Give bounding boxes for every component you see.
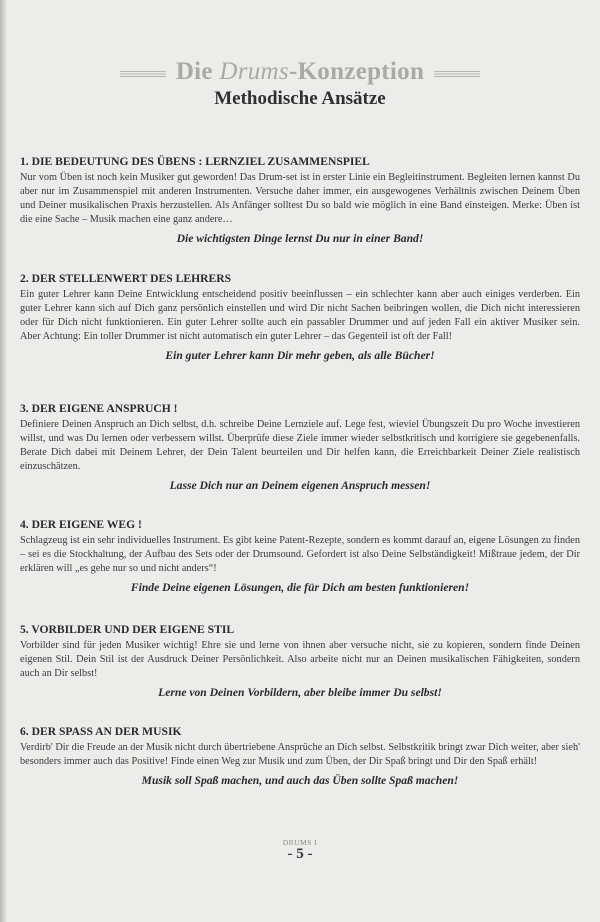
footer-book-title: DRUMS I [282,838,318,847]
title-post: -Konzeption [288,58,425,85]
section-quote: Musik soll Spaß machen, und auch das Üben sollte Spaß machen! [141,774,459,788]
page-title [176,58,424,86]
page-footer [0,838,600,863]
section-text: Definiere Deinen Anspruch an Dich selbst, d.h. schreibe Deine Lernziele auf. Lege fest, wieviel Übungszeit Du pro Woche investieren willst, und was Du lernen oder verbessern willst. Überprüfe diese Ziele immer wieder selbstkritisch und korrigiere sie gegebenenfalls. Berate Dich dabei mit Deinem Lehrer, der Dein Talent beurteilen und Dir helfen kann, die Erreichbarkeit Deiner Ziele realistisch einzuschätzen. [20,419,580,473]
section-quote: Finde Deine eigenen Lösungen, die für Dich am besten funktionieren! [130,581,470,595]
title-pre: Die [175,58,220,85]
section-5 [20,623,580,699]
section-title: 5. VORBILDER UND DER EIGENE STIL [20,623,235,636]
title-decoration-right [434,71,480,77]
section-quote: Lasse Dich nur an Deinem eigenen Anspruch messen! [169,479,431,493]
section-3 [20,402,580,492]
section-title: 6. DER SPASS AN DER MUSIK [20,725,182,738]
page-header [0,58,600,110]
section-text: Nur vom Üben ist noch kein Musiker gut geworden! Das Drum-set ist in erster Linie ein Begleitinstrument. Begleiten lernen kannst Du aber nur im Zusammenspiel mit anderen Instrumenten. Versuche daher immer, ein ausgewogenes Verhältnis zwischen Deinem Üben und Deiner musikalischen Praxis herzustellen. Als Anfänger solltest Du so bald wie möglich in eine Band einsteigen. Merke: Üben ist die eine Sache – Musik machen eine ganz andere… [20,172,580,226]
section-1 [20,155,580,245]
page-subtitle: Methodische Ansätze [214,88,386,109]
section-text: Ein guter Lehrer kann Deine Entwicklung entscheidend positiv beeinflussen – ein schlechter kann aber auch einiges verderben. Ein guter Lehrer kann sich auf Dich ganz persönlich einstellen und wird Dir nicht Sachen beibringen wollen, die Dich nicht interessieren oder für Dich nicht funktionieren. Ein guter Lehrer sollte auch ein passabler Drummer und auf jeden Fall ein aktiver Musiker sein. Aber Achtung: Ein toller Drummer ist nicht automatisch ein guter Lehrer – das Gegenteil ist oft der Fall! [20,289,580,343]
section-text: Vorbilder sind für jeden Musiker wichtig! Ehre sie und lerne von ihnen aber versuche nicht, sie zu kopieren, sondern finde Deinen eigenen Stil. Dein Stil ist der Ausdruck Deiner Persönlichkeit. Also arbeite nicht nur an Deinen musikalischen Fähigkeiten, sondern auch an Dir selbst! [20,640,580,680]
section-title: 3. DER EIGENE ANSPRUCH ! [20,402,178,415]
page-number: - 5 - [287,846,313,862]
section-quote: Ein guter Lehrer kann Dir mehr geben, als alle Bücher! [165,349,435,363]
section-title: 4. DER EIGENE WEG ! [20,518,142,531]
section-text: Verdirb' Dir die Freude an der Musik nicht durch übertriebene Ansprüche an Dich selbst. Selbstkritik bringt zwar Dich weiter, aber sieh' besonders immer auch das Positive! Finde einen Weg zur Musik und zum Üben, der Dir Spaß bringt und Dir den Spaß erhält! [20,742,580,768]
section-text: Schlagzeug ist ein sehr individuelles Instrument. Es gibt keine Patent-Rezepte, sondern es kommt darauf an, eigene Lösungen zu finden – sei es die Stockhaltung, der Aufbau des Sets oder der Drumsound. Gefordert ist also Deine Selbständigkeit! Mißtraue jedem, der Dir erklären will „es gehe nur so und nicht anders“! [20,535,580,575]
page-spine-shadow [0,0,6,922]
section-2 [20,272,580,362]
title-decoration-left [120,71,166,77]
title-line [0,58,600,86]
section-quote: Die wichtigsten Dinge lernst Du nur in einer Band! [176,232,424,246]
section-title: 2. DER STELLENWERT DES LEHRERS [20,272,232,285]
section-quote: Lerne von Deinen Vorbildern, aber bleibe immer Du selbst! [158,686,442,700]
section-title: 1. DIE BEDEUTUNG DES ÜBENS : LERNZIEL ZUSAMMENSPIEL [20,155,370,168]
section-6 [20,725,580,787]
title-italic: Drums [219,58,289,85]
section-4 [20,518,580,594]
